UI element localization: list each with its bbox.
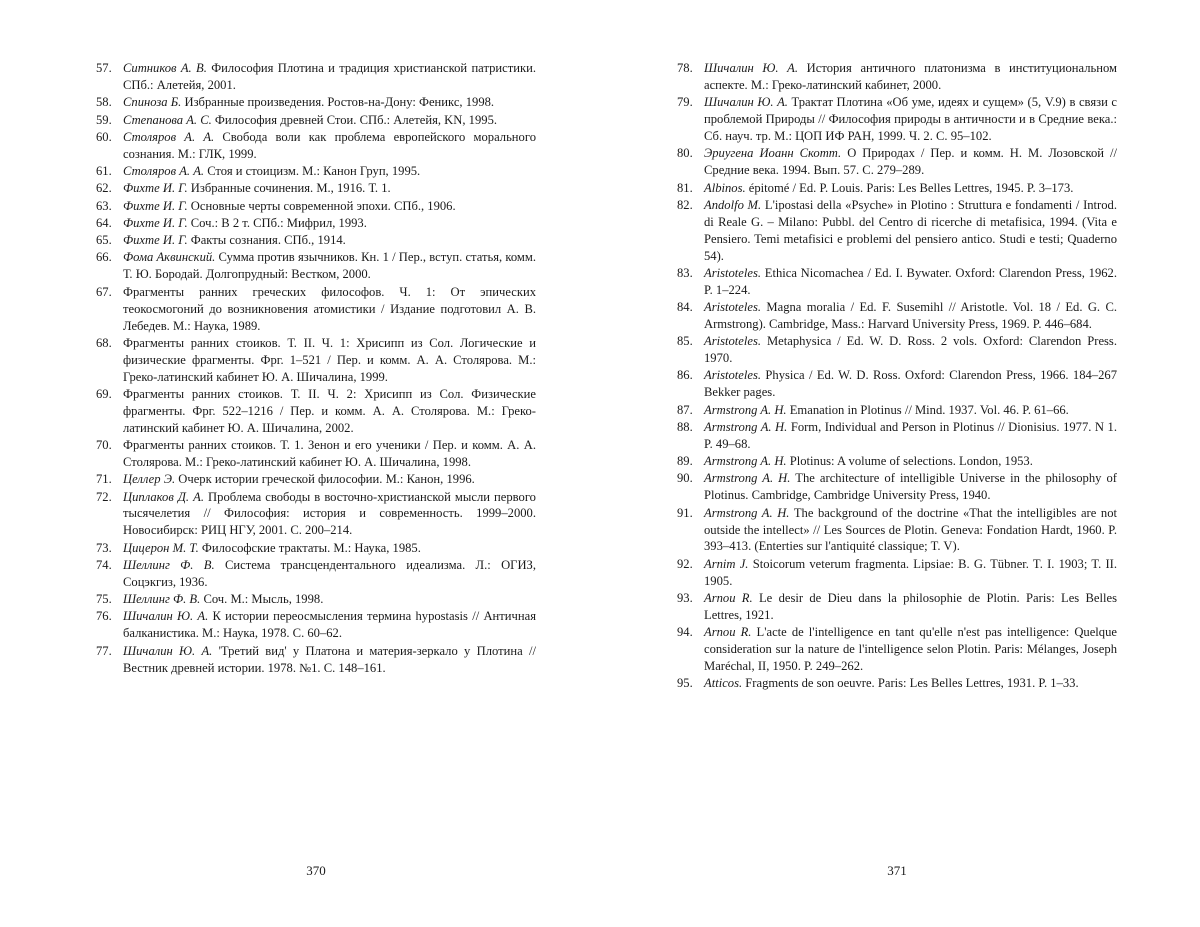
entry-body: [123, 249, 536, 283]
bibliography-entry: [96, 437, 536, 471]
entry-author: Фихте И. Г.: [123, 233, 188, 248]
entry-number: 83.: [677, 265, 693, 280]
bibliography-entry: [677, 453, 1117, 470]
entry-text: Сумма против язычников. Кн. 1 / Пер., вступ. статья, комм. Т. Ю. Бородай. Долгопрудный: Вестком, 2000.: [123, 250, 537, 282]
entry-body: [123, 284, 536, 335]
entry-text: Стоя и стоицизм. М.: Канон Груп, 1995.: [207, 164, 421, 178]
entry-body: [704, 299, 1117, 333]
entry-number: 80.: [677, 146, 693, 161]
entry-number: 57.: [96, 61, 112, 75]
left-page: [96, 60, 537, 878]
entry-number: 74.: [96, 557, 112, 572]
entry-author: Циплаков Д. А.: [123, 489, 204, 504]
entry-number: 86.: [677, 368, 693, 383]
bibliography-entry: [96, 608, 536, 642]
entry-author: Столяров А. А.: [123, 129, 215, 144]
bibliography-entry: [677, 197, 1117, 265]
entry-text: Основные черты современной эпохи. СПб., 1906.: [190, 198, 456, 213]
entry-number: 69.: [96, 386, 112, 401]
entry-number: 61.: [96, 164, 112, 178]
bibliography-entry: [96, 489, 536, 540]
entry-body: [704, 675, 1117, 692]
entry-number: 89.: [677, 454, 693, 469]
bibliography-entry: [677, 60, 1117, 94]
entry-body: [704, 333, 1117, 367]
entry-text: Фрагменты ранних стоиков. Т. 1. Зенон и его ученики / Пер. и комм. А. А. Столярова. М.: Греко-латинский кабинет Ю. А. Шичалина, 1998.: [123, 438, 536, 469]
entry-number: 59.: [96, 112, 112, 127]
entry-text: Соч.: В 2 т. СПб.: Мифрил, 1993.: [190, 215, 367, 230]
entry-author: Шичалин Ю. А.: [704, 61, 799, 75]
entry-number: 87.: [677, 402, 693, 417]
bibliography-entry: [677, 505, 1117, 556]
entry-text: épitomé / Ed. P. Louis. Paris: Les Belles Lettres, 1945. P. 3–173.: [748, 180, 1074, 195]
entry-author: Aristoteles.: [704, 300, 762, 315]
bibliography-entry: [96, 112, 536, 129]
entry-body: [123, 198, 536, 215]
entry-number: 75.: [96, 592, 112, 607]
entry-author: Шичалин Ю. А.: [704, 95, 788, 110]
entry-text: L'acte de l'intelligence en tant qu'elle n'est pas intelligence: Quelque consideration sur la nature de l'intelligence selon Plotin. Paris: Mélanges, Joseph Maréchal, II, 1950. P. 249–262.: [704, 625, 1117, 673]
entry-body: [123, 180, 536, 197]
entry-text: Metaphysica / Ed. W. D. Ross. 2 vols. Oxford: Clarendon Press. 1970.: [704, 334, 1117, 366]
bibliography-entry: [96, 557, 536, 591]
entry-text: Соч. М.: Мысль, 1998.: [203, 592, 324, 607]
entry-body: [704, 470, 1117, 504]
entry-text: L'ipostasi della «Psyche» in Plotino : Struttura e fondamenti / Introd. di Reale G. – Milano: Pubbl. del Centro di ricerche di metafisica, 1994. (Vita e Pensiero. Temi metafisici e problemi del pensiero antico. Studi e testi; Quaderno 54).: [704, 197, 1117, 263]
entry-body: [704, 590, 1117, 624]
bibliography-entry: [96, 180, 536, 197]
entry-number: 93.: [677, 590, 693, 605]
entry-author: Фихте И. Г.: [123, 215, 188, 230]
entry-author: Andolfo M.: [704, 197, 762, 212]
entry-body: [123, 471, 536, 488]
bibliography-entry: [677, 94, 1117, 145]
entry-number: 94.: [677, 625, 693, 640]
entry-text: 'Третий вид' у Платона и материя-зеркало у Плотина // Вестник древней истории. 1978. №1. С. 148–161.: [123, 643, 536, 675]
bibliography-entry: [96, 335, 536, 386]
entry-body: [123, 60, 536, 94]
entry-text: Проблема свободы в восточно-христианской мысли первого тысячелетия // Философия: история и современность. 1999–2000. Новосибирск: РИЦ НГУ, 2001. С. 200–214.: [123, 489, 536, 538]
entry-text: К истории переосмысления термина hypostasis // Античная балканистика. М.: Наука, 1978. С. 60–62.: [123, 609, 536, 641]
entry-text: Очерк истории греческой философии. М.: Канон, 1996.: [178, 472, 475, 487]
entry-number: 63.: [96, 198, 112, 213]
entry-number: 79.: [677, 95, 693, 110]
entry-body: [704, 556, 1117, 590]
bibliography-list-right: [677, 60, 1117, 692]
entry-number: 88.: [677, 419, 693, 434]
entry-author: Arnou R.: [704, 590, 753, 605]
entry-body: [704, 402, 1117, 419]
entry-author: Фома Аквинский.: [123, 250, 216, 265]
entry-body: [123, 608, 536, 642]
entry-text: Form, Individual and Person in Plotinus // Dionisius. 1977. N 1. P. 49–68.: [704, 419, 1117, 451]
entry-body: [123, 643, 536, 677]
entry-text: Фрагменты ранних стоиков. Т. II. Ч. 2: Хрисипп из Сол. Физические фрагменты. Фрг. 522–1216 / Пер. и комм. А. А. Столярова. М.: Греко-латинский кабинет Ю. А. Шичалина, 2002.: [123, 386, 536, 435]
entry-number: 68.: [96, 335, 112, 350]
entry-body: [123, 489, 536, 540]
entry-number: 64.: [96, 215, 112, 230]
entry-author: Эриугена Иоанн Скотт.: [704, 146, 842, 161]
entry-body: [123, 232, 536, 249]
bibliography-entry: [677, 470, 1117, 504]
entry-body: [123, 112, 536, 129]
bibliography-entry: [677, 590, 1117, 624]
entry-body: [123, 591, 536, 608]
bibliography-entry: [96, 163, 536, 180]
entry-number: 90.: [677, 471, 693, 486]
entry-number: 77.: [96, 643, 112, 658]
entry-text: Фрагменты ранних греческих философов. Ч. 1: От эпических теокосмогоний до возникновения атомистики / Издание подготовил А. В. Лебедев. М.: Наука, 1989.: [123, 284, 536, 333]
bibliography-entry: [677, 675, 1117, 692]
bibliography-entry: [96, 60, 536, 94]
entry-number: 58.: [96, 95, 112, 110]
entry-text: Избранные сочинения. М., 1916. Т. 1.: [190, 181, 391, 196]
entry-number: 85.: [677, 334, 693, 349]
entry-author: Atticos.: [704, 676, 743, 691]
entry-body: [704, 265, 1117, 299]
entry-author: Arnou R.: [704, 625, 752, 640]
entry-author: Шеллинг Ф. В.: [123, 592, 201, 607]
entry-author: Armstrong A. H.: [704, 505, 790, 520]
entry-body: [704, 94, 1117, 145]
entry-author: Шичалин Ю. А.: [123, 643, 213, 658]
entry-text: Le desir de Dieu dans la philosophie de Plotin. Paris: Les Belles Lettres, 1921.: [704, 590, 1118, 622]
entry-number: 92.: [677, 556, 693, 571]
bibliography-entry: [96, 94, 536, 111]
entry-body: [704, 419, 1117, 453]
bibliography-entry: [96, 129, 536, 163]
entry-body: [123, 386, 536, 437]
bibliography-entry: [96, 540, 536, 557]
bibliography-entry: [677, 180, 1117, 197]
entry-body: [704, 145, 1117, 179]
entry-text: Emanation in Plotinus // Mind. 1937. Vol. 46. P. 61–66.: [789, 402, 1069, 417]
entry-number: 91.: [677, 505, 693, 520]
entry-number: 62.: [96, 181, 112, 196]
bibliography-list-left: [96, 60, 536, 676]
bibliography-entry: [677, 367, 1117, 401]
entry-number: 81.: [677, 180, 693, 195]
bibliography-entry: [96, 471, 536, 488]
entry-author: Цицерон М. Т.: [123, 540, 199, 555]
entry-number: 72.: [96, 489, 112, 504]
entry-body: [704, 624, 1117, 675]
entry-number: 78.: [677, 61, 693, 75]
entry-text: Свобода воли как проблема европейского морального сознания. М.: ГЛК, 1999.: [123, 129, 536, 161]
entry-author: Целлер Э.: [123, 472, 176, 487]
bibliography-entry: [96, 284, 536, 335]
entry-number: 76.: [96, 609, 112, 624]
entry-text: Fragments de son oeuvre. Paris: Les Belles Lettres, 1931. P. 1–33.: [745, 676, 1079, 691]
bibliography-entry: [96, 386, 536, 437]
entry-body: [704, 367, 1117, 401]
entry-author: Arnim J.: [704, 556, 749, 571]
entry-text: Фрагменты ранних стоиков. Т. II. Ч. 1: Хрисипп из Сол. Логические и физические фрагменты. Фрг. 1–521 / Пер. и комм. А. А. Столярова. М.: Греко-латинский кабинет Ю. А. Шичалина, 1999.: [123, 335, 536, 384]
entry-text: История античного платонизма в институциональном аспекте. М.: Греко-латинский кабинет, 2000.: [704, 61, 1117, 92]
entry-text: Plotinus: A volume of selections. London, 1953.: [789, 454, 1033, 469]
entry-number: 66.: [96, 250, 112, 265]
page-number-right: 371: [887, 863, 907, 878]
entry-author: Степанова А. С.: [123, 112, 212, 127]
bibliography-entry: [96, 215, 536, 232]
entry-text: Философия Плотина и традиция христианской патристики. СПб.: Алетейя, 2001.: [123, 61, 536, 92]
entry-text: Система трансцендентального идеализма. Л.: ОГИЗ, Соцэкгиз, 1936.: [123, 557, 536, 589]
entry-text: Ethica Nicomachea / Ed. I. Bywater. Oxford: Clarendon Press, 1962. P. 1–224.: [704, 265, 1118, 297]
page-number-left: 370: [306, 863, 326, 878]
entry-body: [123, 540, 536, 557]
entry-number: 60.: [96, 129, 112, 144]
entry-author: Столяров А. А.: [123, 164, 205, 178]
entry-number: 73.: [96, 540, 112, 555]
entry-number: 71.: [96, 472, 112, 487]
entry-author: Aristoteles.: [704, 265, 762, 280]
entry-text: Избранные произведения. Ростов-на-Дону: Феникс, 1998.: [184, 95, 495, 110]
entry-author: Armstrong A. H.: [704, 419, 788, 434]
entry-number: 65.: [96, 233, 112, 248]
entry-author: Шеллинг Ф. В.: [123, 557, 215, 572]
bibliography-entry: [96, 643, 536, 677]
entry-number: 82.: [677, 197, 693, 212]
entry-body: [123, 163, 536, 180]
entry-body: [704, 60, 1117, 94]
entry-text: Трактат Плотина «Об уме, идеях и сущем» (5, V.9) в связи с проблемой Природы // Философия природы в античности и в Средние века.: Сб. науч. тр. М.: ЦОП ИФ РАН, 1999. Ч. 2. С. 95–102.: [704, 95, 1117, 144]
entry-body: [704, 453, 1117, 470]
entry-body: [123, 437, 536, 471]
entry-author: Albinos.: [704, 180, 746, 195]
entry-author: Спиноза Б.: [123, 95, 182, 110]
entry-number: 95.: [677, 676, 693, 691]
entry-text: The architecture of intelligible Universe in the philosophy of Plotinus. Cambridge, Cambridge University Press, 1940.: [704, 471, 1117, 503]
bibliography-entry: [96, 591, 536, 608]
entry-author: Aristoteles.: [704, 368, 762, 383]
bibliography-entry: [677, 145, 1117, 179]
entry-author: Ситников А. В.: [123, 61, 207, 75]
entry-number: 67.: [96, 284, 112, 299]
entry-text: Философские трактаты. М.: Наука, 1985.: [201, 540, 421, 555]
entry-body: [123, 557, 536, 591]
entry-author: Фихте И. Г.: [123, 198, 188, 213]
bibliography-entry: [96, 232, 536, 249]
entry-text: The background of the doctrine «That the intelligibles are not outside the intellect» // Les Sources de Plotin. Geneva: Fondation Hardt, 1960. P. 393–413. (Enterties sur l'antiquité classique; T. V).: [704, 505, 1117, 554]
entry-body: [704, 197, 1117, 265]
entry-text: Physica / Ed. W. D. Ross. Oxford: Clarendon Press, 1966. 184–267 Bekker pages.: [704, 368, 1117, 400]
bibliography-entry: [96, 198, 536, 215]
bibliography-entry: [677, 419, 1117, 453]
entry-text: Факты сознания. СПб., 1914.: [190, 233, 346, 248]
entry-author: Armstrong A. H.: [704, 454, 787, 469]
bibliography-entry: [677, 265, 1117, 299]
entry-body: [123, 94, 536, 111]
entry-body: [123, 129, 536, 163]
entry-author: Фихте И. Г.: [123, 181, 188, 196]
bibliography-entry: [677, 556, 1117, 590]
entry-author: Armstrong A. H.: [704, 471, 791, 486]
bibliography-entry: [677, 402, 1117, 419]
entry-text: О Природах / Пер. и комм. Н. М. Лозовской // Средние века. 1994. Вып. 57. С. 279–289.: [704, 146, 1117, 178]
entry-body: [123, 215, 536, 232]
bibliography-entry: [96, 249, 536, 283]
entry-body: [704, 505, 1117, 556]
entry-author: Aristoteles.: [704, 334, 762, 349]
entry-number: 84.: [677, 300, 693, 315]
entry-body: [704, 180, 1117, 197]
entry-text: Stoicorum veterum fragmenta. Lipsiae: B. G. Tübner. T. I. 1903; T. II. 1905.: [704, 556, 1117, 588]
bibliography-entry: [677, 333, 1117, 367]
entry-text: Magna moralia / Ed. F. Susemihl // Aristotle. Vol. 18 / Ed. G. C. Armstrong). Cambridge, Mass.: Harvard University Press, 1969. P. 446–684.: [704, 300, 1117, 331]
entry-author: Шичалин Ю. А.: [123, 609, 209, 624]
right-page: [677, 60, 1118, 878]
bibliography-entry: [677, 624, 1117, 675]
entry-author: Armstrong A. H.: [704, 402, 787, 417]
entry-body: [123, 335, 536, 386]
bibliography-entry: [677, 299, 1117, 333]
entry-number: 70.: [96, 438, 112, 453]
entry-text: Философия древней Стои. СПб.: Алетейя, KN, 1995.: [214, 112, 498, 127]
